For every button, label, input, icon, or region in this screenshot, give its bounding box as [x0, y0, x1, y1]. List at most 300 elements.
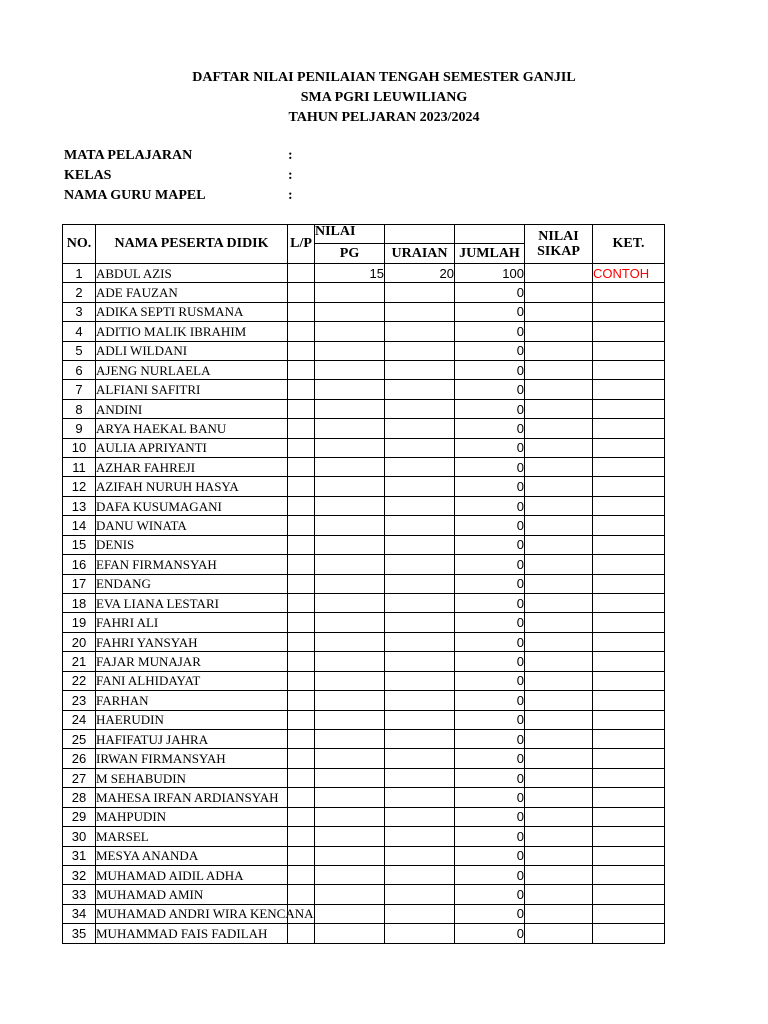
cell-sikap[interactable]: [525, 360, 593, 379]
cell-ket[interactable]: [593, 710, 665, 729]
student-rows: [63, 263, 665, 943]
cell-uraian[interactable]: [385, 399, 455, 418]
cell-uraian[interactable]: [385, 380, 455, 399]
cell-uraian[interactable]: [385, 613, 455, 632]
cell-pg[interactable]: [315, 924, 385, 943]
cell-uraian[interactable]: [385, 458, 455, 477]
cell-jumlah[interactable]: 0: [455, 788, 525, 807]
cell-sikap[interactable]: [525, 807, 593, 826]
cell-ket[interactable]: [593, 438, 665, 457]
header-jumlah: JUMLAH: [455, 244, 525, 263]
cell-name[interactable]: FARHAN: [96, 691, 288, 710]
cell-name[interactable]: HAERUDIN: [96, 710, 288, 729]
cell-sikap[interactable]: [525, 671, 593, 690]
cell-uraian[interactable]: [385, 710, 455, 729]
cell-ket[interactable]: [593, 496, 665, 515]
cell-pg[interactable]: [315, 904, 385, 923]
cell-lp[interactable]: [288, 827, 315, 846]
cell-uraian[interactable]: [385, 652, 455, 671]
cell-no[interactable]: 9: [63, 419, 96, 438]
cell-no[interactable]: 32: [63, 865, 96, 884]
cell-pg[interactable]: [315, 419, 385, 438]
cell-jumlah[interactable]: 0: [455, 458, 525, 477]
cell-pg[interactable]: [315, 729, 385, 748]
cell-jumlah[interactable]: 0: [455, 807, 525, 826]
cell-jumlah[interactable]: 0: [455, 904, 525, 923]
cell-uraian[interactable]: [385, 749, 455, 768]
cell-no[interactable]: 17: [63, 574, 96, 593]
cell-uraian[interactable]: [385, 807, 455, 826]
cell-no[interactable]: 14: [63, 516, 96, 535]
cell-ket[interactable]: [593, 477, 665, 496]
cell-sikap[interactable]: [525, 283, 593, 302]
cell-no[interactable]: 10: [63, 438, 96, 457]
cell-jumlah[interactable]: 0: [455, 496, 525, 515]
cell-lp[interactable]: [288, 438, 315, 457]
cell-no[interactable]: 11: [63, 458, 96, 477]
cell-lp[interactable]: [288, 632, 315, 651]
cell-name[interactable]: ENDANG: [96, 574, 288, 593]
cell-jumlah[interactable]: 0: [455, 555, 525, 574]
cell-uraian[interactable]: [385, 535, 455, 554]
cell-jumlah[interactable]: 0: [455, 477, 525, 496]
cell-uraian[interactable]: [385, 555, 455, 574]
cell-pg[interactable]: [315, 555, 385, 574]
cell-lp[interactable]: [288, 477, 315, 496]
cell-name[interactable]: ALFIANI SAFITRI: [96, 380, 288, 399]
cell-lp[interactable]: [288, 458, 315, 477]
cell-name[interactable]: MAHESA IRFAN ARDIANSYAH: [96, 788, 288, 807]
cell-uraian[interactable]: [385, 865, 455, 884]
cell-jumlah[interactable]: 0: [455, 671, 525, 690]
cell-pg[interactable]: [315, 322, 385, 341]
cell-uraian[interactable]: [385, 904, 455, 923]
cell-pg[interactable]: [315, 807, 385, 826]
document-title: [0, 68, 768, 128]
cell-sikap[interactable]: [525, 574, 593, 593]
cell-pg[interactable]: [315, 613, 385, 632]
cell-ket[interactable]: [593, 555, 665, 574]
cell-jumlah[interactable]: 0: [455, 302, 525, 321]
cell-jumlah[interactable]: 0: [455, 613, 525, 632]
cell-jumlah[interactable]: 0: [455, 535, 525, 554]
cell-name[interactable]: EVA LIANA LESTARI: [96, 594, 288, 613]
cell-lp[interactable]: [288, 749, 315, 768]
cell-no[interactable]: 28: [63, 788, 96, 807]
cell-name[interactable]: MARSEL: [96, 827, 288, 846]
cell-sikap[interactable]: [525, 477, 593, 496]
cell-uraian[interactable]: [385, 283, 455, 302]
cell-pg[interactable]: [315, 691, 385, 710]
cell-uraian[interactable]: [385, 341, 455, 360]
cell-ket[interactable]: [593, 302, 665, 321]
cell-lp[interactable]: [288, 924, 315, 943]
cell-uraian[interactable]: [385, 322, 455, 341]
cell-name[interactable]: ARYA HAEKAL BANU: [96, 419, 288, 438]
cell-pg[interactable]: [315, 865, 385, 884]
cell-sikap[interactable]: [525, 749, 593, 768]
cell-ket[interactable]: [593, 516, 665, 535]
cell-sikap[interactable]: [525, 555, 593, 574]
table-row: [63, 846, 665, 865]
cell-lp[interactable]: [288, 807, 315, 826]
cell-name[interactable]: ANDINI: [96, 399, 288, 418]
cell-uraian[interactable]: [385, 419, 455, 438]
cell-name[interactable]: ADITIO MALIK IBRAHIM: [96, 322, 288, 341]
cell-ket[interactable]: [593, 924, 665, 943]
table-row: [63, 516, 665, 535]
cell-sikap[interactable]: [525, 322, 593, 341]
cell-jumlah[interactable]: 0: [455, 399, 525, 418]
cell-no[interactable]: 34: [63, 904, 96, 923]
cell-jumlah[interactable]: 0: [455, 749, 525, 768]
cell-lp[interactable]: [288, 496, 315, 515]
cell-no[interactable]: 13: [63, 496, 96, 515]
cell-pg[interactable]: [315, 885, 385, 904]
cell-lp[interactable]: [288, 419, 315, 438]
cell-name[interactable]: FAHRI YANSYAH: [96, 632, 288, 651]
cell-pg[interactable]: [315, 652, 385, 671]
cell-uraian[interactable]: [385, 788, 455, 807]
cell-ket[interactable]: [593, 885, 665, 904]
cell-jumlah[interactable]: 0: [455, 885, 525, 904]
cell-uraian[interactable]: [385, 302, 455, 321]
cell-lp[interactable]: [288, 380, 315, 399]
cell-ket[interactable]: [593, 594, 665, 613]
cell-lp[interactable]: [288, 865, 315, 884]
cell-no[interactable]: 35: [63, 924, 96, 943]
cell-ket[interactable]: [593, 399, 665, 418]
cell-no[interactable]: 3: [63, 302, 96, 321]
cell-lp[interactable]: [288, 399, 315, 418]
cell-no[interactable]: 21: [63, 652, 96, 671]
cell-lp[interactable]: [288, 283, 315, 302]
cell-jumlah[interactable]: 0: [455, 380, 525, 399]
cell-uraian[interactable]: [385, 360, 455, 379]
cell-jumlah[interactable]: 0: [455, 846, 525, 865]
cell-no[interactable]: 7: [63, 380, 96, 399]
cell-pg[interactable]: [315, 749, 385, 768]
cell-ket[interactable]: [593, 458, 665, 477]
cell-sikap[interactable]: [525, 535, 593, 554]
cell-lp[interactable]: [288, 341, 315, 360]
cell-pg[interactable]: [315, 535, 385, 554]
table-row: [63, 555, 665, 574]
cell-sikap[interactable]: [525, 516, 593, 535]
cell-name[interactable]: MUHAMAD AIDIL ADHA: [96, 865, 288, 884]
cell-lp[interactable]: [288, 360, 315, 379]
cell-no[interactable]: 24: [63, 710, 96, 729]
cell-uraian[interactable]: [385, 846, 455, 865]
cell-sikap[interactable]: [525, 768, 593, 787]
cell-sikap[interactable]: [525, 846, 593, 865]
table-row: [63, 710, 665, 729]
cell-sikap[interactable]: [525, 710, 593, 729]
table-row: [63, 399, 665, 418]
cell-sikap[interactable]: [525, 904, 593, 923]
cell-pg[interactable]: [315, 594, 385, 613]
cell-uraian[interactable]: [385, 671, 455, 690]
cell-name[interactable]: MUHAMMAD FAIS FADILAH: [96, 924, 288, 943]
meta-label: MATA PELAJARAN: [64, 148, 193, 163]
cell-lp[interactable]: [288, 788, 315, 807]
header-nilai: NILAI: [315, 225, 385, 244]
cell-pg[interactable]: [315, 632, 385, 651]
cell-uraian[interactable]: 20: [385, 263, 455, 282]
cell-name[interactable]: AJENG NURLAELA: [96, 360, 288, 379]
cell-ket[interactable]: [593, 574, 665, 593]
cell-no[interactable]: 15: [63, 535, 96, 554]
cell-name[interactable]: DENIS: [96, 535, 288, 554]
cell-uraian[interactable]: [385, 438, 455, 457]
cell-sikap[interactable]: [525, 438, 593, 457]
cell-sikap[interactable]: [525, 613, 593, 632]
cell-no[interactable]: 23: [63, 691, 96, 710]
cell-jumlah[interactable]: 0: [455, 827, 525, 846]
cell-name[interactable]: AZIFAH NURUH HASYA: [96, 477, 288, 496]
cell-jumlah[interactable]: 0: [455, 322, 525, 341]
cell-ket[interactable]: [593, 419, 665, 438]
cell-name[interactable]: IRWAN FIRMANSYAH: [96, 749, 288, 768]
cell-name[interactable]: ADIKA SEPTI RUSMANA: [96, 302, 288, 321]
cell-ket[interactable]: [593, 360, 665, 379]
cell-name[interactable]: EFAN FIRMANSYAH: [96, 555, 288, 574]
cell-uraian[interactable]: [385, 516, 455, 535]
cell-ket[interactable]: [593, 671, 665, 690]
cell-pg[interactable]: [315, 458, 385, 477]
cell-name[interactable]: MUHAMAD ANDRI WIRA KENCANA: [96, 904, 288, 923]
cell-sikap[interactable]: [525, 380, 593, 399]
cell-no[interactable]: 1: [63, 263, 96, 282]
cell-sikap[interactable]: [525, 302, 593, 321]
cell-no[interactable]: 33: [63, 885, 96, 904]
cell-ket[interactable]: [593, 729, 665, 748]
meta-colon: :: [288, 168, 293, 183]
cell-sikap[interactable]: [525, 419, 593, 438]
cell-pg[interactable]: [315, 380, 385, 399]
cell-jumlah[interactable]: 0: [455, 924, 525, 943]
cell-ket[interactable]: [593, 341, 665, 360]
cell-lp[interactable]: [288, 574, 315, 593]
cell-sikap[interactable]: [525, 632, 593, 651]
cell-uraian[interactable]: [385, 594, 455, 613]
meta-row-subject: [64, 146, 364, 166]
cell-jumlah[interactable]: 0: [455, 283, 525, 302]
cell-ket[interactable]: [593, 749, 665, 768]
cell-no[interactable]: 12: [63, 477, 96, 496]
table-row: [63, 827, 665, 846]
cell-jumlah[interactable]: 0: [455, 419, 525, 438]
cell-jumlah[interactable]: 0: [455, 438, 525, 457]
cell-pg[interactable]: [315, 438, 385, 457]
cell-no[interactable]: 16: [63, 555, 96, 574]
cell-name[interactable]: M SEHABUDIN: [96, 768, 288, 787]
cell-name[interactable]: MAHPUDIN: [96, 807, 288, 826]
cell-pg[interactable]: [315, 496, 385, 515]
cell-sikap[interactable]: [525, 691, 593, 710]
cell-name[interactable]: FAHRI ALI: [96, 613, 288, 632]
cell-ket[interactable]: [593, 827, 665, 846]
cell-name[interactable]: ADLI WILDANI: [96, 341, 288, 360]
cell-no[interactable]: 26: [63, 749, 96, 768]
cell-sikap[interactable]: [525, 399, 593, 418]
cell-sikap[interactable]: [525, 865, 593, 884]
cell-jumlah[interactable]: 0: [455, 865, 525, 884]
table-row: [63, 438, 665, 457]
cell-lp[interactable]: [288, 671, 315, 690]
cell-ket[interactable]: [593, 632, 665, 651]
cell-pg[interactable]: [315, 341, 385, 360]
cell-ket[interactable]: [593, 613, 665, 632]
cell-uraian[interactable]: [385, 768, 455, 787]
cell-sikap[interactable]: [525, 263, 593, 282]
table-row: [63, 652, 665, 671]
cell-jumlah[interactable]: 0: [455, 574, 525, 593]
cell-jumlah[interactable]: 0: [455, 652, 525, 671]
cell-ket[interactable]: [593, 768, 665, 787]
cell-uraian[interactable]: [385, 691, 455, 710]
cell-ket[interactable]: [593, 691, 665, 710]
cell-lp[interactable]: [288, 729, 315, 748]
cell-uraian[interactable]: [385, 496, 455, 515]
cell-no[interactable]: 19: [63, 613, 96, 632]
cell-uraian[interactable]: [385, 885, 455, 904]
cell-pg[interactable]: [315, 768, 385, 787]
cell-pg[interactable]: [315, 846, 385, 865]
cell-name[interactable]: ABDUL AZIS: [96, 263, 288, 282]
cell-name[interactable]: AULIA APRIYANTI: [96, 438, 288, 457]
cell-ket[interactable]: [593, 322, 665, 341]
table-row: [63, 788, 665, 807]
cell-uraian[interactable]: [385, 729, 455, 748]
cell-ket[interactable]: [593, 788, 665, 807]
cell-sikap[interactable]: [525, 458, 593, 477]
cell-sikap[interactable]: [525, 594, 593, 613]
header-no: NO.: [63, 225, 96, 264]
cell-pg[interactable]: [315, 574, 385, 593]
cell-ket[interactable]: [593, 807, 665, 826]
cell-uraian[interactable]: [385, 827, 455, 846]
cell-uraian[interactable]: [385, 924, 455, 943]
cell-name[interactable]: DAFA KUSUMAGANI: [96, 496, 288, 515]
cell-lp[interactable]: [288, 885, 315, 904]
cell-uraian[interactable]: [385, 574, 455, 593]
cell-no[interactable]: 31: [63, 846, 96, 865]
cell-no[interactable]: 2: [63, 283, 96, 302]
cell-jumlah[interactable]: 0: [455, 632, 525, 651]
cell-lp[interactable]: [288, 263, 315, 282]
cell-jumlah[interactable]: 0: [455, 768, 525, 787]
cell-lp[interactable]: [288, 535, 315, 554]
cell-no[interactable]: 20: [63, 632, 96, 651]
cell-sikap[interactable]: [525, 652, 593, 671]
cell-sikap[interactable]: [525, 788, 593, 807]
title-line-1: DAFTAR NILAI PENILAIAN TENGAH SEMESTER GANJIL: [192, 70, 576, 85]
cell-jumlah[interactable]: 0: [455, 710, 525, 729]
cell-uraian[interactable]: [385, 632, 455, 651]
cell-pg[interactable]: [315, 399, 385, 418]
cell-name[interactable]: FAJAR MUNAJAR: [96, 652, 288, 671]
cell-ket[interactable]: [593, 535, 665, 554]
cell-name[interactable]: MESYA ANANDA: [96, 846, 288, 865]
cell-pg[interactable]: [315, 671, 385, 690]
cell-pg[interactable]: [315, 516, 385, 535]
cell-pg[interactable]: 15: [315, 263, 385, 282]
cell-name[interactable]: DANU WINATA: [96, 516, 288, 535]
cell-jumlah[interactable]: 0: [455, 691, 525, 710]
cell-name[interactable]: HAFIFATUJ JAHRA: [96, 729, 288, 748]
cell-sikap[interactable]: [525, 729, 593, 748]
cell-lp[interactable]: [288, 555, 315, 574]
cell-no[interactable]: 22: [63, 671, 96, 690]
cell-name[interactable]: AZHAR FAHREJI: [96, 458, 288, 477]
cell-ket[interactable]: [593, 904, 665, 923]
cell-no[interactable]: 30: [63, 827, 96, 846]
cell-jumlah[interactable]: 0: [455, 594, 525, 613]
cell-name[interactable]: FANI ALHIDAYAT: [96, 671, 288, 690]
cell-pg[interactable]: [315, 477, 385, 496]
cell-sikap[interactable]: [525, 924, 593, 943]
cell-sikap[interactable]: [525, 885, 593, 904]
cell-jumlah[interactable]: 0: [455, 341, 525, 360]
cell-no[interactable]: 5: [63, 341, 96, 360]
cell-lp[interactable]: [288, 846, 315, 865]
cell-pg[interactable]: [315, 710, 385, 729]
cell-lp[interactable]: [288, 691, 315, 710]
cell-sikap[interactable]: [525, 496, 593, 515]
cell-pg[interactable]: [315, 827, 385, 846]
cell-no[interactable]: 6: [63, 360, 96, 379]
cell-ket[interactable]: [593, 380, 665, 399]
cell-ket[interactable]: [593, 283, 665, 302]
cell-jumlah[interactable]: 0: [455, 729, 525, 748]
cell-ket[interactable]: [593, 865, 665, 884]
cell-jumlah[interactable]: 100: [455, 263, 525, 282]
cell-lp[interactable]: [288, 768, 315, 787]
cell-lp[interactable]: [288, 613, 315, 632]
cell-name[interactable]: MUHAMAD AMIN: [96, 885, 288, 904]
cell-no[interactable]: 4: [63, 322, 96, 341]
cell-lp[interactable]: [288, 322, 315, 341]
cell-no[interactable]: 29: [63, 807, 96, 826]
cell-lp[interactable]: [288, 710, 315, 729]
cell-lp[interactable]: [288, 302, 315, 321]
cell-lp[interactable]: [288, 516, 315, 535]
cell-lp[interactable]: [288, 594, 315, 613]
cell-name[interactable]: ADE FAUZAN: [96, 283, 288, 302]
cell-pg[interactable]: [315, 283, 385, 302]
cell-no[interactable]: 25: [63, 729, 96, 748]
cell-ket[interactable]: [593, 846, 665, 865]
cell-no[interactable]: 18: [63, 594, 96, 613]
cell-jumlah[interactable]: 0: [455, 360, 525, 379]
cell-jumlah[interactable]: 0: [455, 516, 525, 535]
meta-label: KELAS: [64, 168, 112, 183]
cell-uraian[interactable]: [385, 477, 455, 496]
table-row: [63, 807, 665, 826]
cell-ket[interactable]: [593, 652, 665, 671]
cell-pg[interactable]: [315, 788, 385, 807]
cell-pg[interactable]: [315, 360, 385, 379]
meta-colon: :: [288, 148, 293, 163]
cell-sikap[interactable]: [525, 341, 593, 360]
cell-no[interactable]: 27: [63, 768, 96, 787]
cell-no[interactable]: 8: [63, 399, 96, 418]
cell-sikap[interactable]: [525, 827, 593, 846]
cell-pg[interactable]: [315, 302, 385, 321]
cell-lp[interactable]: [288, 652, 315, 671]
cell-ket[interactable]: CONTOH: [593, 263, 665, 282]
